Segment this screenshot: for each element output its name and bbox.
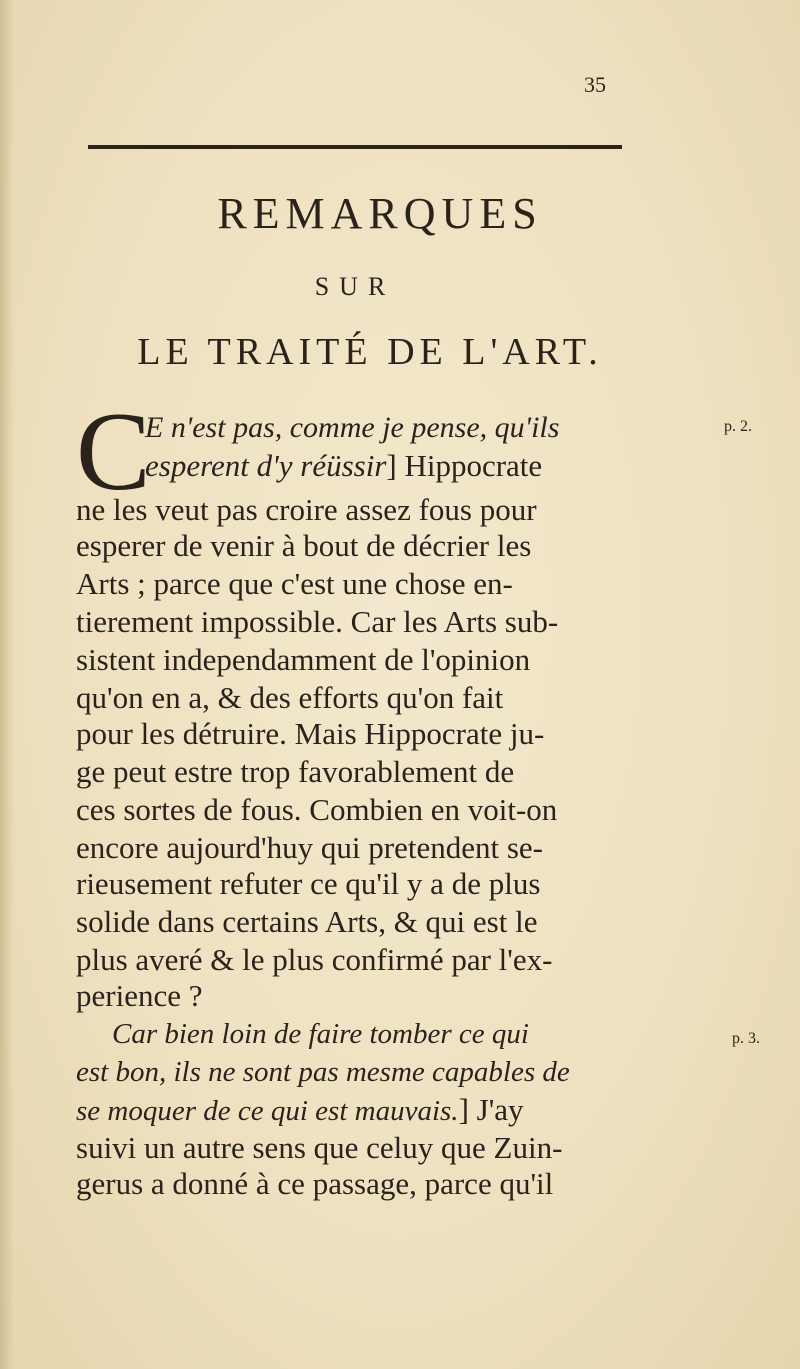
page-number: 35	[584, 72, 606, 97]
body-line-11: ces sortes de fous. Combien en voit-on	[76, 792, 558, 827]
body-line-2	[145, 448, 542, 484]
margin-reference-1: p. 2.	[724, 418, 752, 435]
body-line-6: tierement impossible. Car les Arts sub-	[76, 604, 559, 639]
body-line-18: est bon, ils ne sont pas mesme capables de	[76, 1056, 570, 1088]
header-rule	[88, 145, 622, 149]
body-line-21: gerus a donné à ce passage, parce qu'il	[76, 1166, 554, 1201]
body-line-2-italic: esperent d'y réüssir	[145, 448, 387, 483]
body-line-7: sistent independamment de l'opinion	[76, 642, 531, 677]
body-line-19	[76, 1092, 524, 1129]
body-line-4: esperer de venir à bout de décrier les	[76, 528, 532, 563]
body-line-1: E n'est pas, comme je pense, qu'ils	[145, 411, 560, 444]
body-line-13: rieusement refuter ce qu'il y a de plus	[76, 866, 541, 901]
body-line-15: plus averé & le plus confirmé par l'ex-	[76, 942, 553, 977]
body-line-8: qu'on en a, & des efforts qu'on fait	[76, 680, 504, 715]
body-line-14: solide dans certains Arts, & qui est le	[76, 904, 538, 939]
body-line-2-tail: ] Hippocrate	[386, 448, 543, 483]
body-line-9: pour les détruire. Mais Hippocrate ju-	[76, 716, 545, 751]
body-line-3: ne les veut pas croire assez fous pour	[76, 492, 537, 527]
body-line-5: Arts ; parce que c'est une chose en-	[76, 566, 513, 601]
body-line-19-italic: se moquer de ce qui est mauvais.	[76, 1095, 459, 1127]
body-line-16: perience ?	[76, 978, 203, 1013]
drop-cap: C	[76, 390, 151, 514]
title-line-2: SUR	[314, 272, 396, 301]
margin-reference-2: p. 3.	[732, 1030, 760, 1047]
body-line-20: suivi un autre sens que celuy que Zuin-	[76, 1130, 563, 1165]
body-line-17: Car bien loin de faire tomber ce qui	[112, 1018, 529, 1050]
body-line-19-tail: ] J'ay	[458, 1092, 524, 1127]
title-line-3: LE TRAITÉ DE L'ART.	[137, 331, 603, 373]
title-line-1: REMARQUES	[217, 189, 543, 238]
body-line-12: encore aujourd'huy qui pretendent se-	[76, 830, 543, 865]
body-line-10: ge peut estre trop favorablement de	[76, 754, 515, 789]
